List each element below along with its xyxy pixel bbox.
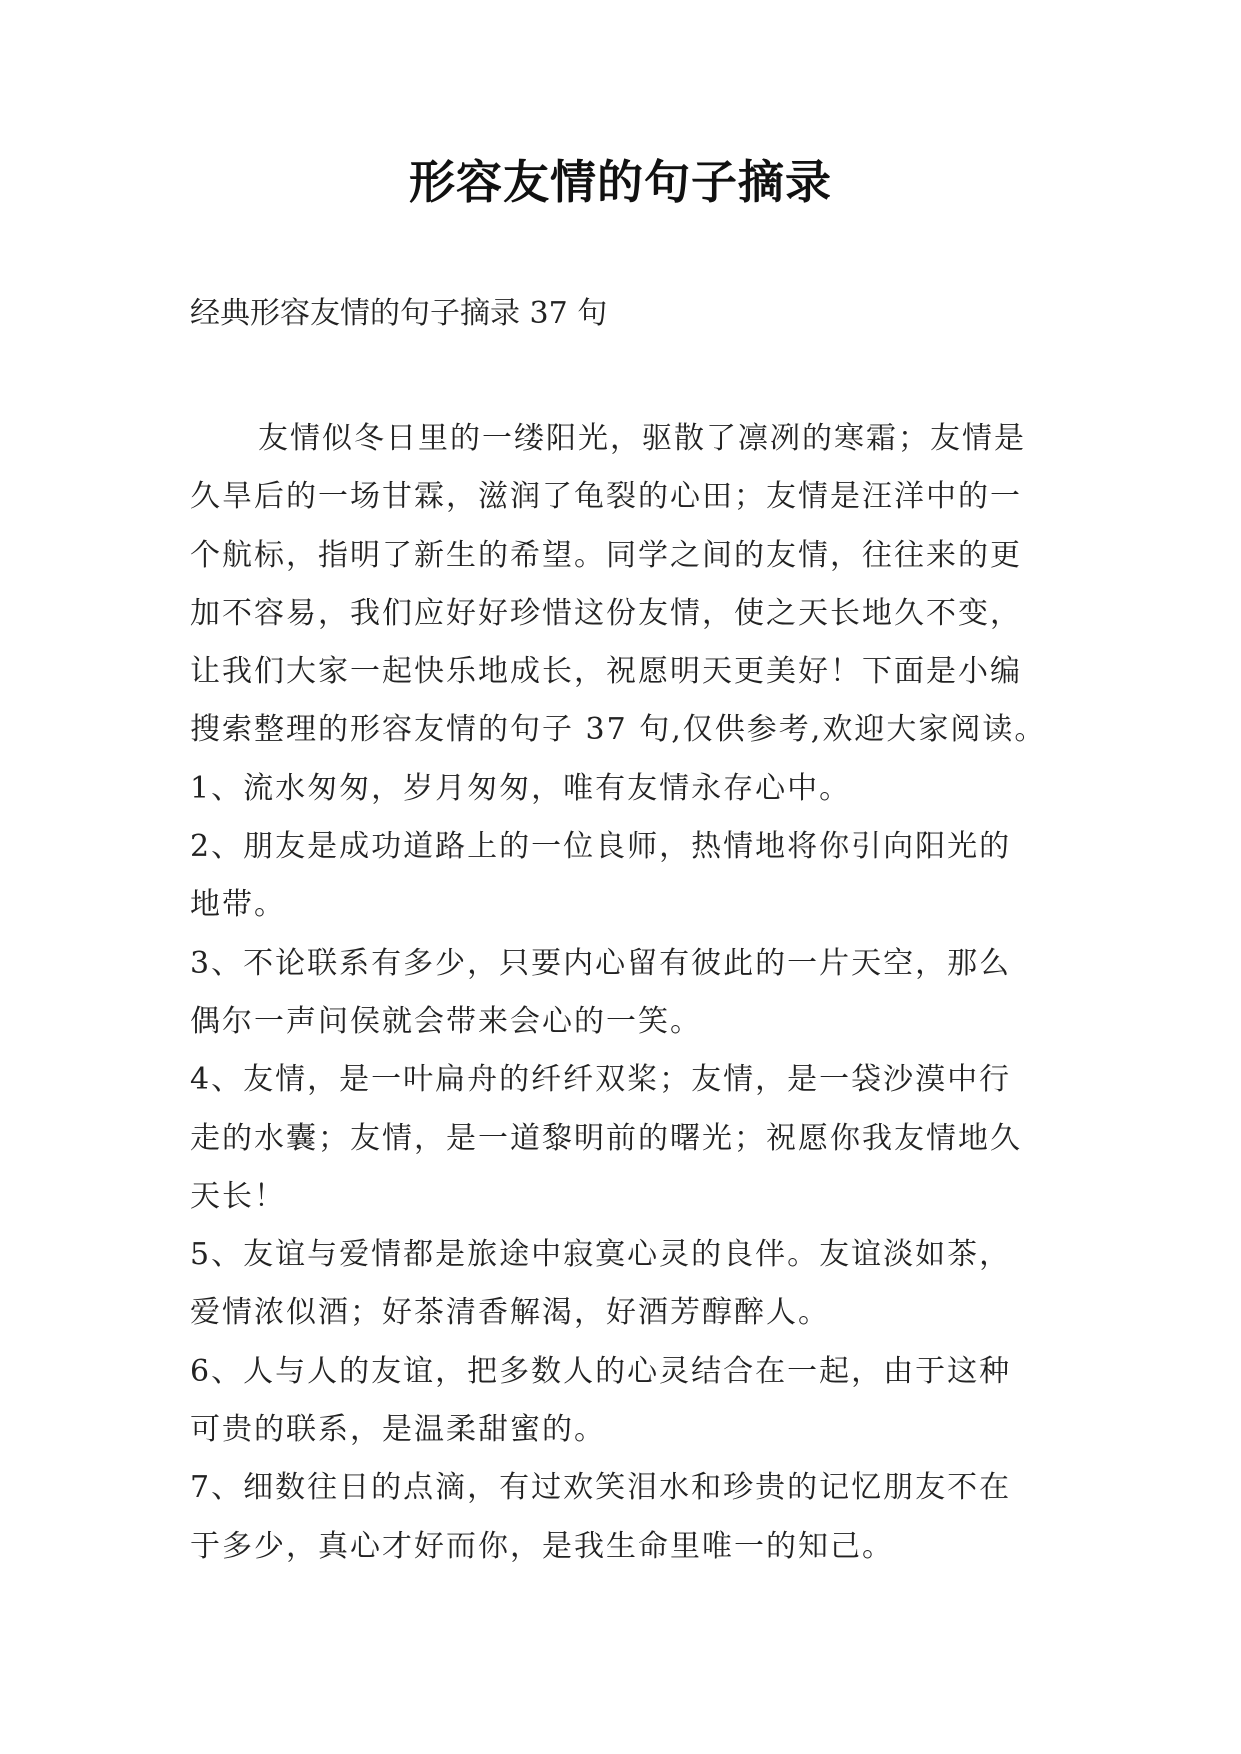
list-item: 1、流水匆匆，岁月匆匆，唯有友情永存心中。 [190,770,852,806]
list-item: 6、人与人的友谊，把多数人的心灵结合在一起，由于这种 [190,1353,1012,1389]
text-line: 加不容易，我们应好好珍惜这份友情，使之天长地久不变， [190,595,1022,631]
text-line: 爱情浓似酒；好茶清香解渴，好酒芳醇醉人。 [190,1295,830,1331]
text-line: 个航标，指明了新生的希望。同学之间的友情，往往来的更 [190,537,1022,573]
document-subtitle: 经典形容友情的句子摘录 37 句 [190,296,608,331]
text-line: 搜索整理的形容友情的句子 37 句,仅供参考,欢迎大家阅读。 [190,712,1047,748]
text-line: 于多少，真心才好而你，是我生命里唯一的知己。 [190,1528,894,1564]
document-body [190,410,1050,1576]
text-line: 偶尔一声问侯就会带来会心的一笑。 [190,1003,702,1039]
list-item: 2、朋友是成功道路上的一位良师，热情地将你引向阳光的 [190,829,1012,865]
text-line: 天长！ [190,1178,286,1214]
text-line: 地带。 [190,887,286,923]
list-item: 4、友情，是一叶扁舟的纤纤双桨；友情，是一袋沙漠中行 [190,1062,1012,1098]
list-item: 5、友谊与爱情都是旅途中寂寞心灵的良伴。友谊淡如茶， [190,1237,1012,1273]
text-line: 走的水囊；友情，是一道黎明前的曙光；祝愿你我友情地久 [190,1120,1022,1156]
text-line: 久旱后的一场甘霖，滋润了龟裂的心田；友情是汪洋中的一 [190,479,1022,515]
document-title: 形容友情的句子摘录 [409,155,832,209]
text-line: 友情似冬日里的一缕阳光，驱散了凛冽的寒霜；友情是 [258,421,1026,456]
list-item: 7、细数往日的点滴，有过欢笑泪水和珍贵的记忆朋友不在 [190,1470,1012,1506]
text-line: 让我们大家一起快乐地成长，祝愿明天更美好！下面是小编 [190,654,1022,690]
text-line: 可贵的联系，是温柔甜蜜的。 [190,1412,606,1448]
list-item: 3、不论联系有多少，只要内心留有彼此的一片天空，那么 [190,945,1012,981]
